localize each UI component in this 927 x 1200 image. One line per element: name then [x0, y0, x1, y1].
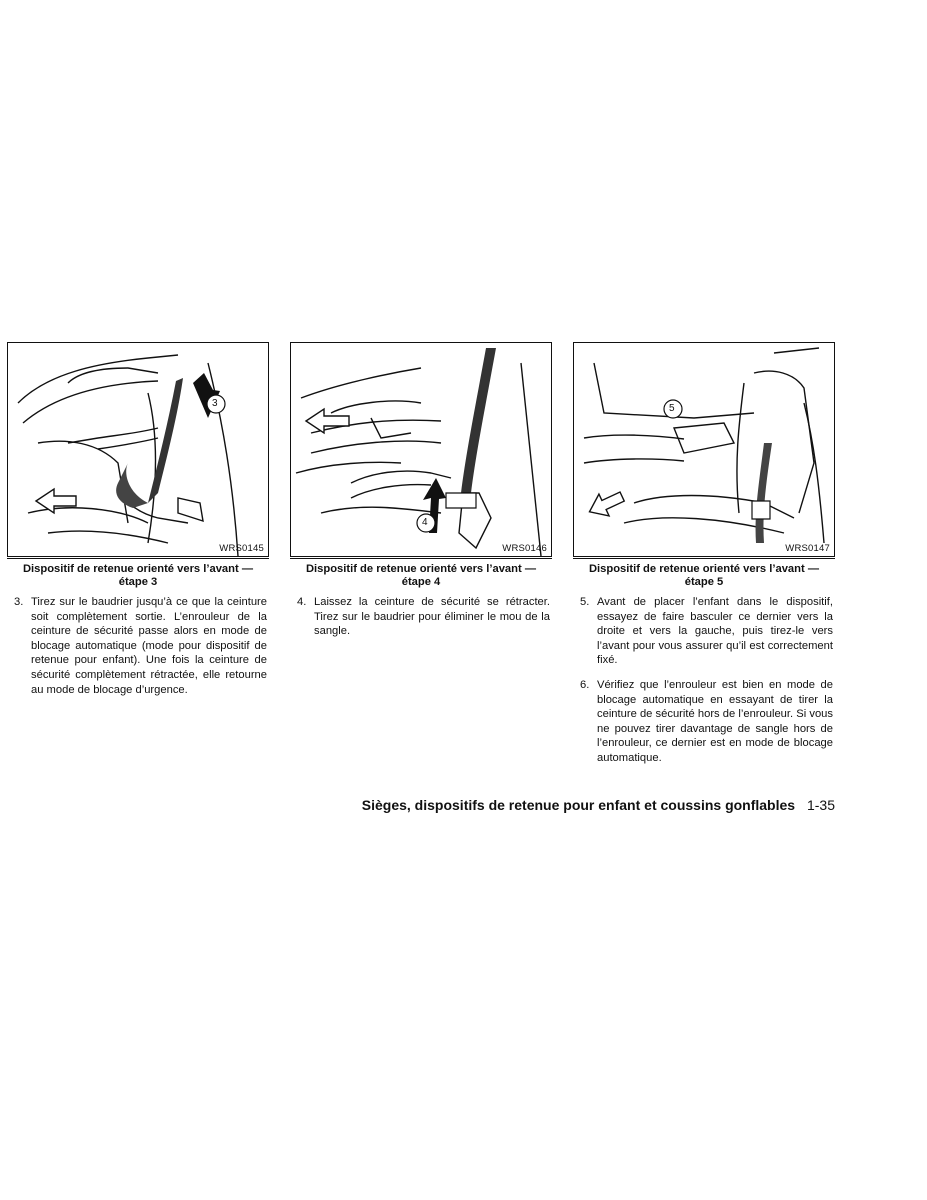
step-text: Laissez la ceinture de sécurité se rétracter. Tirez sur le baudrier pour éliminer le mou de la sangle.	[314, 596, 550, 638]
page-footer	[362, 797, 835, 813]
step-number: 4.	[297, 596, 307, 608]
column-step-4	[290, 342, 552, 639]
column-step-5	[573, 342, 835, 766]
figure-code: WRS0147	[785, 543, 830, 554]
step-number: 3.	[14, 596, 24, 608]
step-number: 6.	[580, 678, 590, 691]
step-item	[7, 595, 269, 697]
figure-code: WRS0145	[219, 543, 264, 554]
step-number: 5.	[580, 596, 590, 608]
divider	[573, 558, 835, 559]
divider	[7, 558, 269, 559]
callout-3: 3	[212, 398, 218, 409]
figure-caption: Dispositif de retenue orienté vers l’avant — étape 4	[305, 563, 537, 588]
page-number: 1-35	[806, 797, 835, 813]
divider	[290, 558, 552, 559]
step-text: Avant de placer l’enfant dans le dispositif, essayez de faire basculer ce dernier vers la droite et vers la gauche, puis tirez-le vers l’avant pour vous assurer qu’il est correctement fixé.	[597, 596, 833, 667]
figure-code: WRS0146	[502, 543, 547, 554]
callout-5: 5	[669, 403, 675, 414]
illustration-step-5	[573, 342, 835, 557]
child-seat-illustration	[574, 343, 834, 556]
figure-caption: Dispositif de retenue orienté vers l’avant — étape 5	[588, 563, 820, 588]
step-item	[573, 595, 835, 668]
seat-belt-illustration	[8, 343, 268, 556]
illustration-step-4	[290, 342, 552, 557]
figure-caption: Dispositif de retenue orienté vers l’avant — étape 3	[22, 563, 254, 588]
seat-belt-illustration	[291, 343, 551, 556]
step-item	[573, 678, 835, 766]
column-step-3	[7, 342, 269, 697]
illustration-step-3	[7, 342, 269, 557]
step-text: Tirez sur le baudrier jusqu’à ce que la ceinture soit complètement sortie. L’enrouleur de la ceinture de sécurité passe alors en mode de blocage automatique (mode pour dispositif de retenue pour enfant). Une fois la ceinture de sécurité complètement rétractée, elle retourne au mode de blocage d’urgence.	[31, 596, 267, 696]
step-text: Vérifiez que l’enrouleur est bien en mode de blocage automatique en essayant de tirer la ceinture de sécurité hors de l’enrouleur. Si vous ne pouvez tirer davantage de sangle hors de l’enrouleur, ce dernier est en mode de blocage automatique.	[597, 678, 833, 764]
callout-4: 4	[422, 517, 428, 528]
section-title: Sièges, dispositifs de retenue pour enfant et coussins gonflables	[361, 797, 796, 813]
step-item	[290, 595, 552, 639]
